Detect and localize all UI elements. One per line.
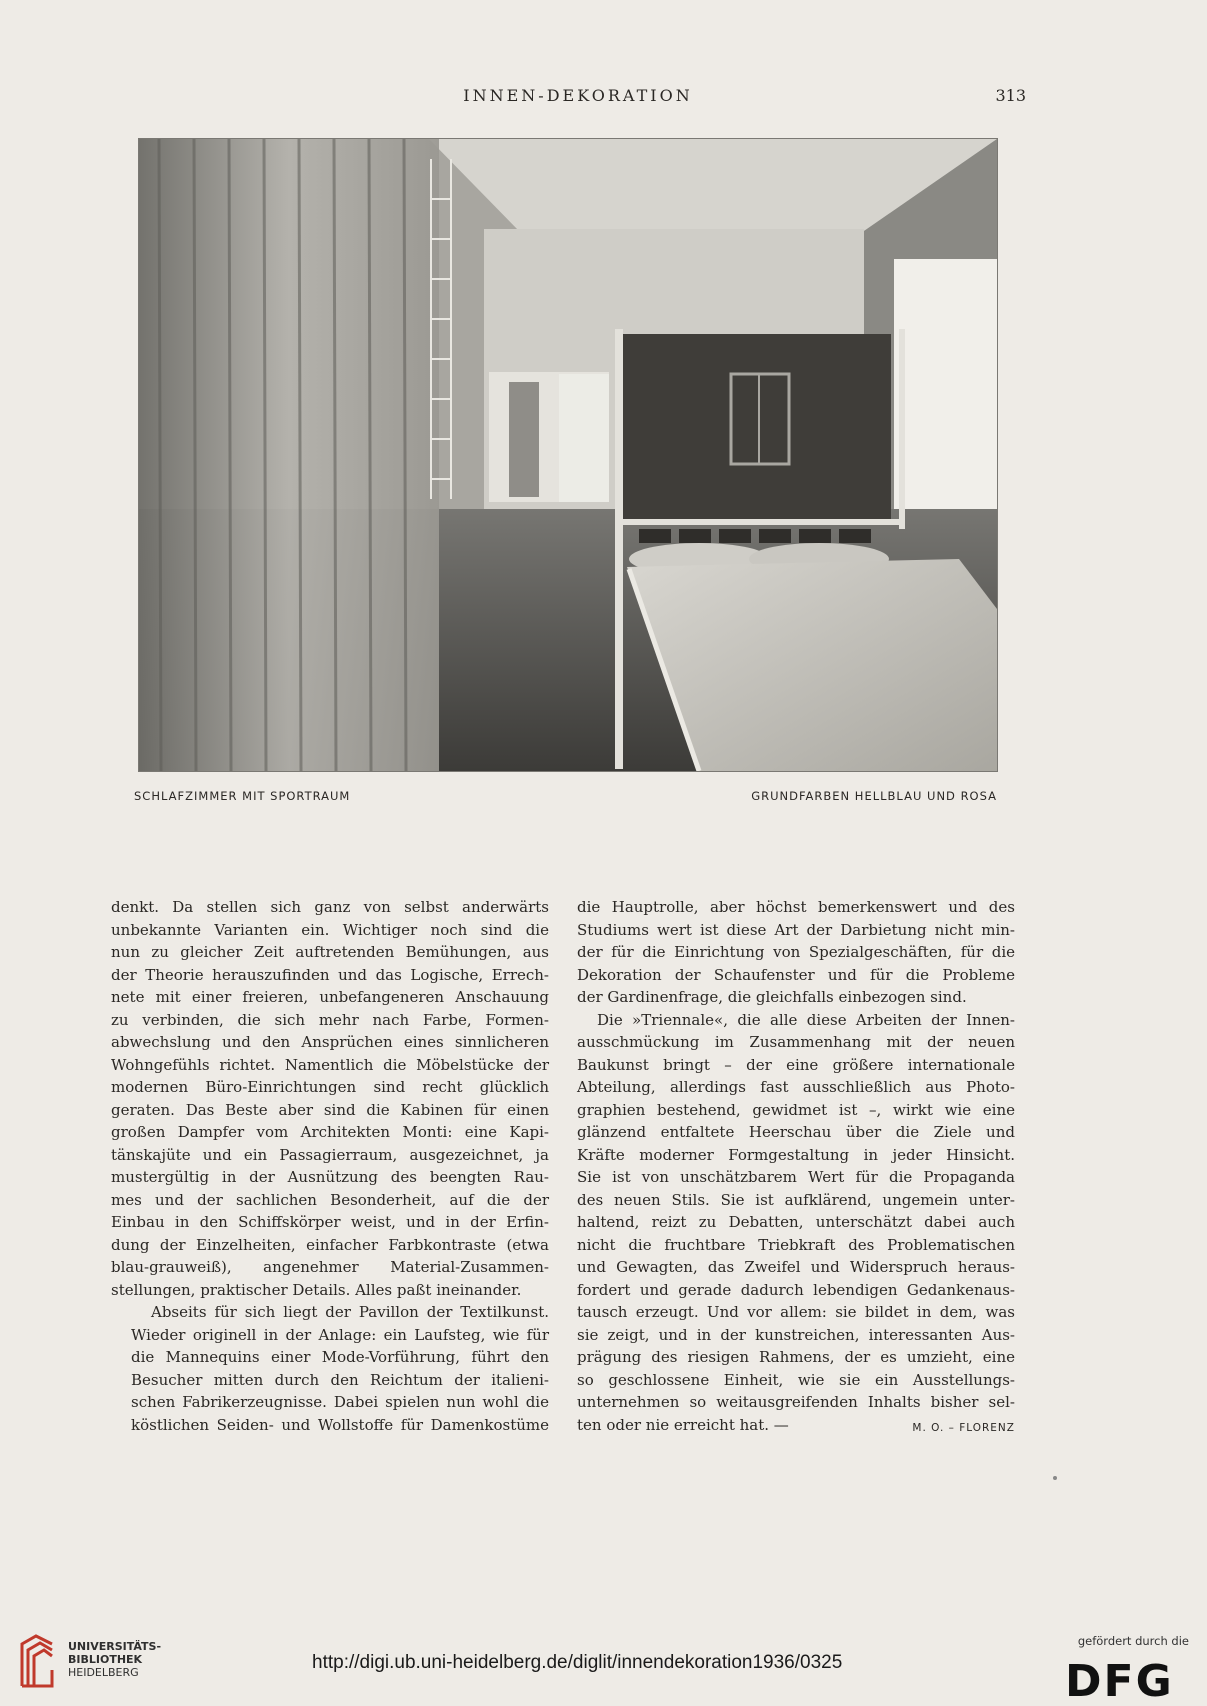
- text-line: dung der Einzelheiten, einfacher Farbkontraste (etwa: [111, 1235, 549, 1254]
- paragraph: [111, 1301, 549, 1436]
- text-line: geraten. Das Beste aber sind die Kabinen für einen: [111, 1100, 549, 1119]
- page-header: [130, 84, 1026, 114]
- text-line: die Hauptrolle, aber höchst bemerkenswert und des: [577, 898, 1015, 916]
- text-line: so geschlossene Einheit, wie sie ein Ausstellungs-: [577, 1370, 1015, 1389]
- university-library-name: [68, 1640, 161, 1679]
- left-column: [111, 896, 549, 1436]
- text-line: Sie ist von unschätzbarem Wert für die Propaganda: [577, 1168, 1015, 1186]
- page-number: 313: [995, 86, 1026, 105]
- text-line: ausschmückung im Zusammenhang mit der neuen: [577, 1033, 1015, 1051]
- paragraph: [111, 896, 549, 1301]
- funding-label: gefördert durch die: [1077, 1634, 1189, 1648]
- running-title: INNEN-DEKORATION: [463, 86, 693, 105]
- text-line: unternehmen so weitausgreifenden Inhalts bisher sel-: [577, 1393, 1015, 1411]
- text-line: Abteilung, allerdings fast ausschließlich aus Photo-: [577, 1078, 1015, 1096]
- text-line: Studiums wert ist diese Art der Darbietung nicht min-: [577, 920, 1015, 939]
- text-line: stellungen, praktischer Details. Alles paßt ineinander.: [111, 1280, 522, 1299]
- text-line: glänzend entfaltete Heerschau über die Ziele und: [577, 1123, 1015, 1141]
- text-line: nete mit einer freieren, unbefangeneren Anschauung: [111, 988, 549, 1006]
- text-line: mes und der sachlichen Besonderheit, auf die der: [111, 1190, 549, 1209]
- dfg-logo-icon: [1061, 1656, 1191, 1700]
- text-line: tausch erzeugt. Und vor allem: sie bildet in dem, was: [577, 1303, 1015, 1321]
- text-line: Wohngefühls richtet. Namentlich die Möbelstücke der: [111, 1055, 549, 1074]
- text-line: sie zeigt, und in der kunstreichen, interessanten Aus-: [577, 1325, 1015, 1344]
- text-line: tänskajüte und ein Passagierraum, ausgezeichnet, ja: [111, 1145, 549, 1164]
- text-line: denkt. Da stellen sich ganz von selbst anderwärts: [111, 898, 549, 916]
- text-line: haltend, reizt zu Debatten, unterschätzt dabei auch: [577, 1213, 1015, 1231]
- text-line: Besucher mitten durch den Reichtum der italieni-: [131, 1370, 549, 1389]
- bedroom-photograph: [138, 138, 998, 772]
- source-url-link[interactable]: http://digi.ub.uni-heidelberg.de/diglit/innendekoration1936/0325: [312, 1652, 843, 1673]
- text-line: nun zu gleicher Zeit auftretenden Bemühungen, aus: [111, 943, 549, 961]
- text-line: Abseits für sich liegt der Pavillon der Textilkunst.: [151, 1303, 549, 1321]
- text-line: prägung des riesigen Rahmens, der es umzieht, eine: [577, 1348, 1015, 1366]
- paragraph: [577, 896, 1015, 1009]
- caption-right: GRUNDFARBEN HELLBLAU UND ROSA: [751, 789, 997, 803]
- text-line: der für die Einrichtung von Spezialgeschäften, für die: [577, 943, 1015, 961]
- digitization-footer: [0, 1620, 1207, 1706]
- closing-line: [577, 1414, 1015, 1440]
- text-line: graphien bestehend, gewidmet ist –, wirkt wie eine: [577, 1100, 1015, 1119]
- text-line: Kräfte moderner Formgestaltung in jeder Hinsicht.: [577, 1145, 1015, 1164]
- library-line: BIBLIOTHEK: [68, 1653, 143, 1666]
- text-line: Dekoration der Schaufenster und für die Probleme: [577, 965, 1015, 984]
- text-line: abwechslung und den Ansprüchen eines sinnlicheren: [111, 1033, 549, 1051]
- author-signature: M. O. – FLORENZ: [912, 1421, 1015, 1434]
- text-line: Wieder originell in der Anlage: ein Laufsteg, wie für: [131, 1325, 549, 1344]
- text-line: schen Fabrikerzeugnisse. Dabei spielen nun wohl die: [131, 1393, 549, 1411]
- text-line: köstlichen Seiden- und Wollstoffe für Damenkostüme: [131, 1415, 549, 1434]
- text-line: des neuen Stils. Sie ist aufklärend, ungemein unter-: [577, 1190, 1015, 1209]
- text-line: nicht die fruchtbare Triebkraft des Problematischen: [577, 1235, 1015, 1254]
- library-line: UNIVERSITÄTS-: [68, 1640, 162, 1653]
- text-line: großen Dampfer vom Architekten Monti: eine Kapi-: [111, 1123, 549, 1141]
- text-line: ten oder nie erreicht hat. —: [577, 1415, 789, 1434]
- text-line: Einbau in den Schiffskörper weist, und in der Erfin-: [111, 1213, 549, 1231]
- text-line: modernen Büro-Einrichtungen sind recht glücklich: [111, 1078, 549, 1096]
- text-line: der Theorie herauszufinden und das Logische, Errech-: [111, 965, 549, 984]
- caption-left: SCHLAFZIMMER MIT SPORTRAUM: [134, 789, 351, 803]
- text-line: Baukunst bringt – der eine größere internationale: [577, 1055, 1015, 1074]
- text-line: unbekannte Varianten ein. Wichtiger noch sind die: [111, 920, 549, 939]
- text-line: mustergültig in der Ausnützung des beengten Rau-: [111, 1168, 549, 1186]
- university-library-logo-icon: [14, 1634, 60, 1690]
- scan-speck: [1053, 1476, 1057, 1480]
- right-column: [577, 896, 1015, 1439]
- text-line: zu verbinden, die sich mehr nach Farbe, Formen-: [111, 1010, 549, 1029]
- library-line: HEIDELBERG: [68, 1666, 139, 1679]
- paragraph: [577, 1009, 1015, 1440]
- text-line: der Gardinenfrage, die gleichfalls einbezogen sind.: [577, 988, 967, 1006]
- text-line: Die »Triennale«, die alle diese Arbeiten der Innen-: [597, 1010, 1015, 1029]
- text-line: fordert und gerade dadurch lebendigen Gedankenaus-: [577, 1280, 1015, 1299]
- dfg-logo-text: DFG: [1065, 1656, 1174, 1700]
- text-line: und Gewagten, das Zweifel und Widerspruch heraus-: [577, 1258, 1015, 1276]
- text-line: blau-grauweiß), angenehmer Material-Zusammen-: [111, 1258, 549, 1276]
- text-line: die Mannequins einer Mode-Vorführung, führt den: [131, 1348, 549, 1366]
